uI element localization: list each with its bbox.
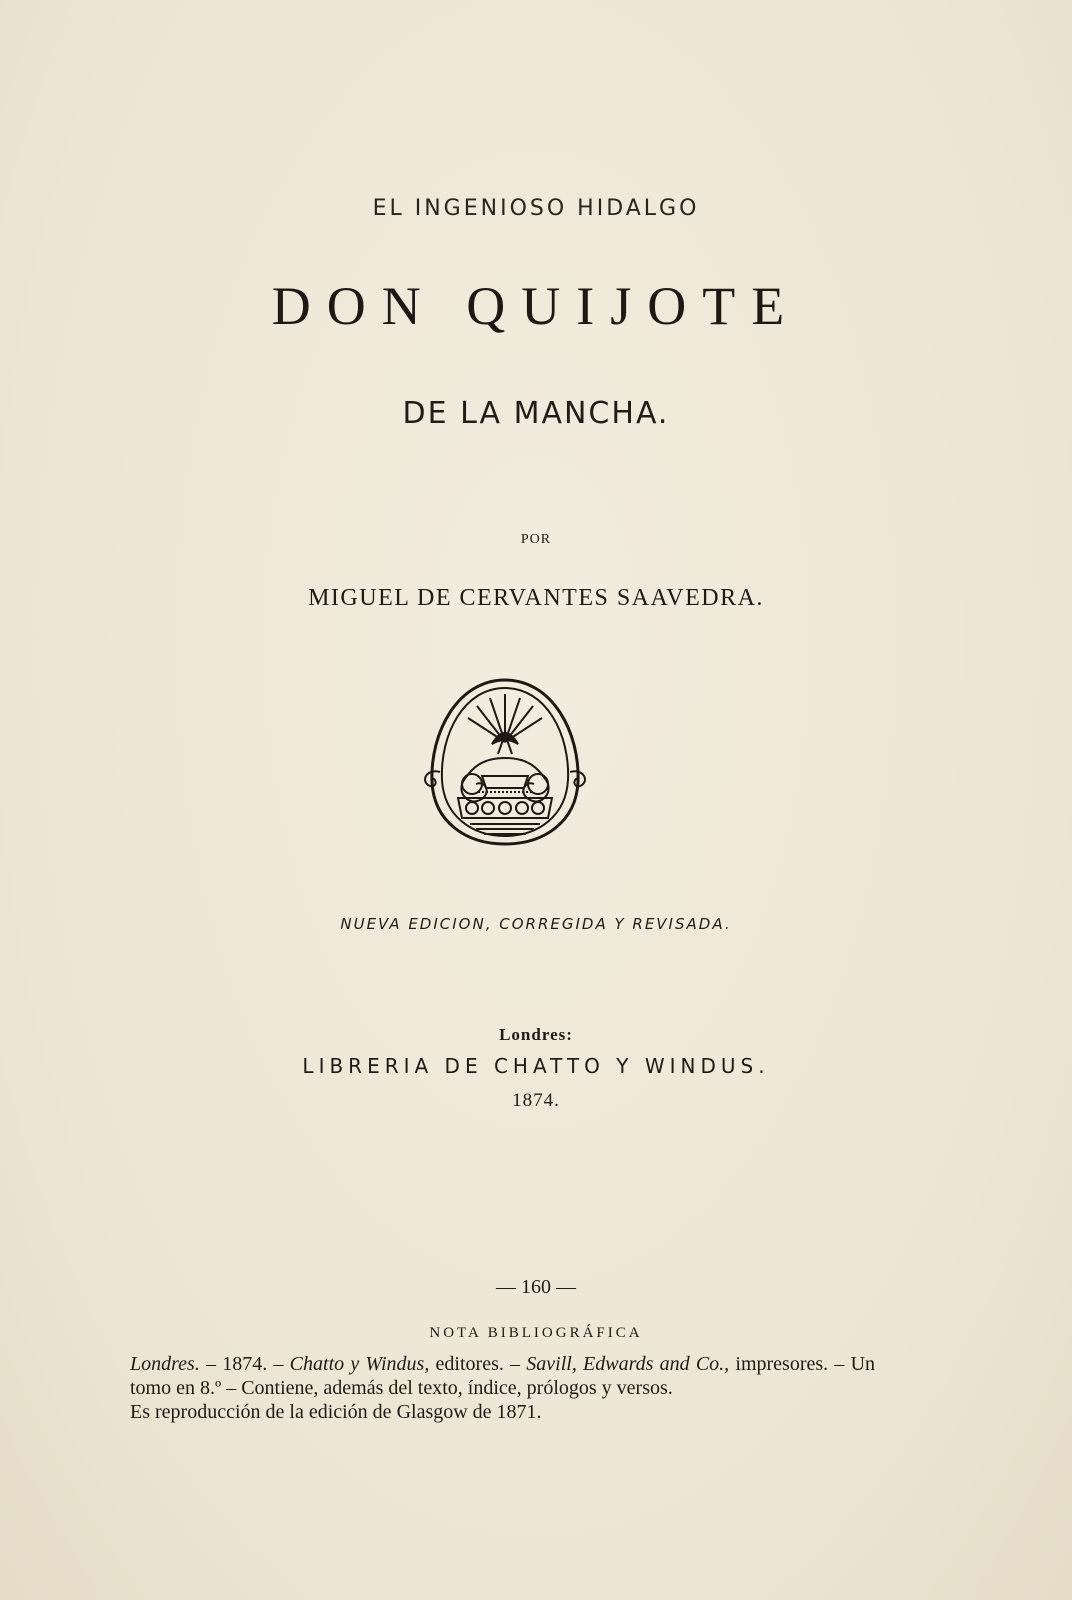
note-printer: Savill, Edwards and Co., <box>526 1353 730 1375</box>
note-paragraph-1 <box>130 1352 875 1400</box>
note-sep: – 1874. – <box>199 1353 290 1375</box>
note-editores: editores. – <box>429 1353 527 1375</box>
bibliographic-note-heading: NOTA BIBLIOGRÁFICA <box>429 1325 643 1341</box>
by-label: POR <box>520 532 552 547</box>
imprint-place: Londres: <box>499 1025 573 1044</box>
note-paragraph-2: Es reproducción de la edición de Glasgow de 1871. <box>130 1401 542 1423</box>
subtitle: EL INGENIOSO HIDALGO <box>372 196 700 221</box>
edition-note: NUEVA EDICION, CORREGIDA Y REVISADA. <box>340 915 732 933</box>
publisher-name: LIBRERIA DE CHATTO Y WINDUS. <box>302 1054 770 1078</box>
note-city: Londres. <box>130 1353 200 1375</box>
printers-mark-emblem-icon <box>412 672 598 858</box>
author-name: MIGUEL DE CERVANTES SAAVEDRA. <box>308 585 764 611</box>
note-publisher: Chatto y Windus, <box>289 1353 430 1375</box>
book-title: DON QUIJOTE <box>271 276 801 336</box>
note-description: impresores. – Un tomo en 8.º – Contiene, además del texto, índice, prólogos y versos. <box>130 1353 876 1399</box>
publication-year: 1874. <box>512 1090 560 1111</box>
title-region: DE LA MANCHA. <box>402 396 670 431</box>
bibliographic-note <box>130 1352 875 1424</box>
page-number: — 160 — <box>496 1276 576 1298</box>
